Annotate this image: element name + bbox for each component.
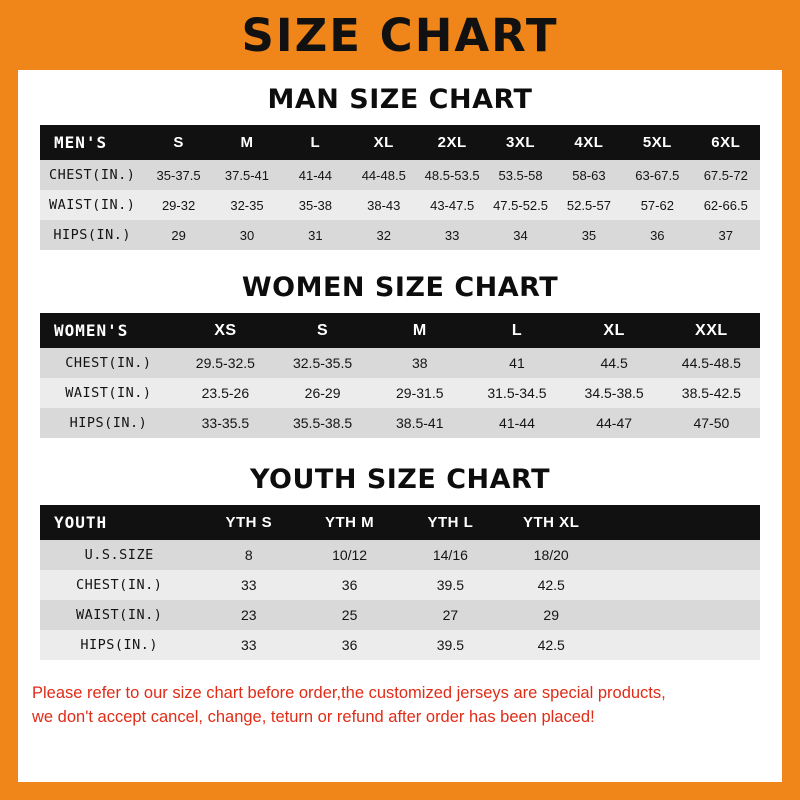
youth-table-header-row (40, 505, 760, 540)
youth-row-1-v4 (602, 570, 760, 600)
men-col-8: 5XL (642, 134, 672, 151)
men-row-2-v4: 33 (444, 227, 460, 243)
men-row-0-v6: 58-63 (572, 167, 606, 183)
youth-row-2-v1: 25 (341, 607, 358, 623)
women-row-2-label: HIPS(IN.) (69, 415, 148, 431)
women-row-1-label: WAIST(IN.) (65, 385, 152, 401)
youth-row-1-label: CHEST(IN.) (76, 577, 163, 593)
men-row-2-v1: 30 (239, 227, 255, 243)
men-row-1-v6: 52.5-57 (566, 197, 611, 213)
men-row-2-v0: 29 (171, 227, 186, 243)
table-row (40, 378, 760, 408)
youth-row-3-v2: 39.5 (436, 637, 464, 653)
women-col-6: XXL (695, 321, 728, 339)
men-row-0-v4: 48.5-53.5 (424, 167, 480, 183)
table-row (40, 220, 760, 250)
women-section (18, 272, 782, 438)
men-section-title: MAN SIZE CHART (267, 84, 533, 115)
women-row-1-v2: 29-31.5 (396, 385, 444, 401)
women-row-2-v3: 41-44 (499, 415, 535, 431)
youth-row-3-label: HIPS(IN.) (80, 637, 159, 653)
men-row-2-v6: 35 (581, 227, 597, 243)
men-row-2-label: HIPS(IN.) (53, 227, 132, 243)
table-row (40, 630, 760, 660)
women-col-2: S (316, 321, 329, 339)
youth-section (18, 464, 782, 660)
women-row-1-v0: 23.5-26 (201, 385, 250, 401)
youth-row-0-label: U.S.SIZE (84, 547, 154, 563)
women-size-table (40, 313, 760, 438)
youth-row-1-v0: 33 (241, 577, 257, 593)
youth-row-2-v0: 23 (241, 607, 257, 623)
youth-row-1-v1: 36 (341, 577, 358, 593)
women-row-2-v2: 38.5-41 (396, 415, 444, 431)
women-col-3: M (412, 321, 427, 339)
men-row-2-v5: 34 (513, 227, 528, 243)
men-col-7: 4XL (574, 134, 604, 151)
youth-row-1-v2: 39.5 (436, 577, 464, 593)
bottom-band (0, 782, 800, 800)
men-size-table (40, 125, 760, 250)
men-col-9: 6XL (711, 134, 741, 151)
men-row-1-v7: 57-62 (640, 197, 674, 213)
footer-line-2: we don't accept cancel, change, teturn or refund after order has been placed! (32, 707, 595, 726)
youth-row-0-v0: 8 (244, 547, 253, 563)
men-row-0-v1: 37.5-41 (224, 167, 270, 183)
men-row-1-v8: 62-66.5 (703, 197, 748, 213)
men-row-1-v0: 29-32 (161, 197, 196, 213)
men-row-2-v3: 32 (376, 227, 391, 243)
men-row-0-label: CHEST(IN.) (49, 167, 136, 183)
women-row-1-v5: 38.5-42.5 (681, 385, 741, 401)
table-row (40, 600, 760, 630)
youth-row-0-v1: 10/12 (332, 547, 368, 563)
youth-row-1-v3: 42.5 (537, 577, 565, 593)
men-row-2-v7: 36 (650, 227, 665, 243)
men-row-1-v2: 35-38 (298, 197, 332, 213)
men-section (18, 84, 782, 250)
youth-row-0-v4 (602, 540, 760, 570)
men-row-1-v4: 43-47.5 (430, 197, 475, 213)
page-title: SIZE CHART (241, 8, 559, 62)
men-row-0-v2: 41-44 (298, 167, 332, 183)
table-row (40, 190, 760, 220)
youth-row-3-v1: 36 (341, 637, 358, 653)
youth-col-1: YTH S (225, 514, 273, 531)
footer-line-1: Please refer to our size chart before order,the customized jerseys are special products, (32, 684, 666, 702)
men-table-header-row (40, 125, 760, 160)
men-col-5: 2XL (437, 134, 467, 151)
youth-row-0-v2: 14/16 (432, 547, 468, 563)
women-row-2-v0: 33-35.5 (201, 415, 250, 431)
women-row-1-v4: 34.5-38.5 (584, 385, 644, 401)
women-row-0-v3: 41 (509, 355, 525, 371)
men-col-0: MEN'S (54, 133, 108, 152)
women-row-2-v1: 35.5-38.5 (292, 415, 353, 431)
men-col-4: XL (373, 134, 394, 151)
men-row-0-v3: 44-48.5 (361, 167, 406, 183)
youth-row-3-v3: 42.5 (537, 637, 565, 653)
women-row-0-v4: 44.5 (600, 355, 628, 371)
women-col-5: XL (603, 321, 625, 339)
women-col-0: WOMEN'S (54, 321, 129, 340)
women-row-0-v1: 32.5-35.5 (292, 355, 353, 371)
youth-row-2-v3: 29 (543, 607, 559, 623)
youth-row-2-v4 (602, 600, 760, 630)
table-row (40, 540, 760, 570)
men-col-6: 3XL (506, 134, 536, 151)
women-row-2-v5: 47-50 (693, 415, 730, 431)
women-row-0-v2: 38 (411, 355, 428, 371)
youth-row-0-v3: 18/20 (533, 547, 569, 563)
youth-col-3: YTH L (427, 514, 474, 531)
youth-col-2: YTH M (325, 514, 375, 531)
women-col-1: XS (214, 321, 237, 339)
men-row-1-v1: 32-35 (230, 197, 264, 213)
women-row-0-v0: 29.5-32.5 (195, 355, 255, 371)
footer-disclaimer (18, 682, 782, 730)
youth-row-3-v0: 33 (241, 637, 257, 653)
youth-row-2-label: WAIST(IN.) (76, 607, 163, 623)
women-row-1-v1: 26-29 (304, 385, 341, 401)
men-row-1-label: WAIST(IN.) (49, 197, 136, 213)
men-row-2-v8: 37 (718, 227, 733, 243)
table-row (40, 348, 760, 378)
header-band (0, 0, 800, 70)
women-row-0-label: CHEST(IN.) (65, 355, 152, 371)
men-row-0-v5: 53.5-58 (498, 167, 543, 183)
women-table-header-row (40, 313, 760, 348)
women-row-0-v5: 44.5-48.5 (681, 355, 741, 371)
youth-col-4: YTH XL (523, 514, 580, 531)
youth-size-table (40, 505, 760, 660)
youth-section-title: YOUTH SIZE CHART (249, 464, 551, 495)
table-row (40, 160, 760, 190)
men-col-3: L (310, 134, 321, 151)
youth-col-0: YOUTH (54, 513, 108, 532)
women-row-1-v3: 31.5-34.5 (487, 385, 547, 401)
women-row-2-v4: 44-47 (596, 415, 633, 431)
men-col-2: M (240, 134, 254, 151)
youth-col-5 (602, 505, 760, 540)
table-row (40, 570, 760, 600)
youth-row-3-v4 (602, 630, 760, 660)
men-row-0-v8: 67.5-72 (703, 167, 748, 183)
table-row (40, 408, 760, 438)
men-row-0-v7: 63-67.5 (635, 167, 680, 183)
men-row-2-v2: 31 (308, 227, 323, 243)
men-col-1: S (173, 134, 184, 151)
men-row-0-v0: 35-37.5 (156, 167, 201, 183)
women-col-4: L (511, 321, 523, 339)
youth-row-2-v2: 27 (442, 607, 459, 623)
women-section-title: WOMEN SIZE CHART (241, 272, 559, 303)
men-row-1-v3: 38-43 (367, 197, 401, 213)
men-row-1-v5: 47.5-52.5 (493, 197, 548, 213)
